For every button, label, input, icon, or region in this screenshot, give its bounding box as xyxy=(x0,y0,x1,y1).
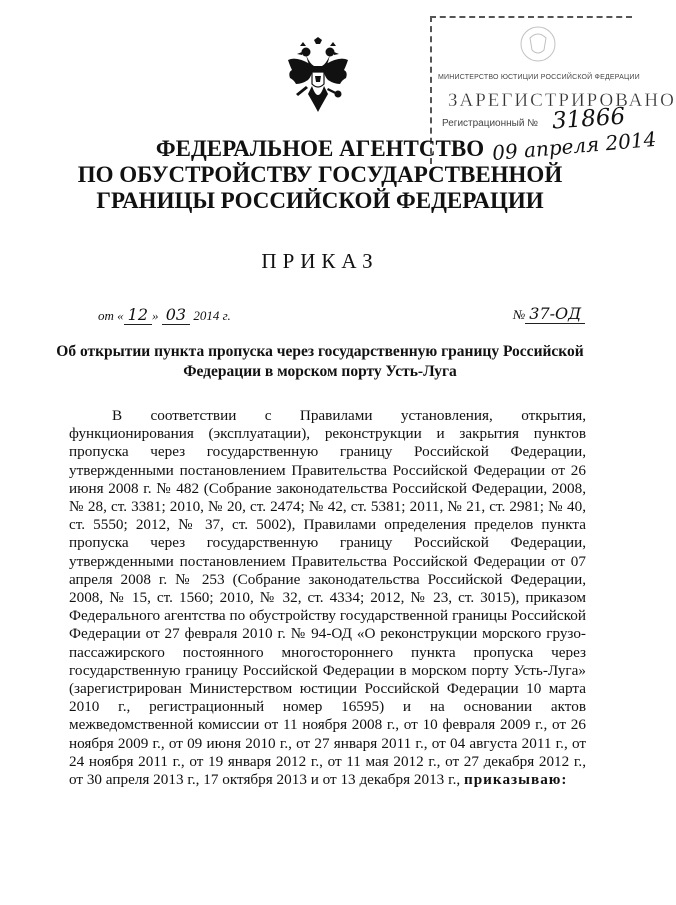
stamp-emblem-icon xyxy=(518,24,558,64)
date-day: 12 xyxy=(124,305,152,325)
stamp-registration-number: 31866 xyxy=(551,103,626,135)
body-closing: приказываю: xyxy=(463,771,568,789)
subject-line-1: Об открытии пункта пропуска через государственную границу Российской xyxy=(56,343,584,360)
agency-line-3: ГРАНИЦЫ РОССИЙСКОЙ ФЕДЕРАЦИИ xyxy=(96,188,544,213)
order-date xyxy=(98,305,231,324)
order-subject xyxy=(20,342,620,382)
stamp-registration-label: Регистрационный № xyxy=(442,118,538,129)
agency-header xyxy=(0,136,640,214)
date-month: 03 xyxy=(162,305,190,325)
date-suffix: г. xyxy=(222,308,231,323)
order-number xyxy=(513,304,585,323)
coat-of-arms-icon xyxy=(284,38,352,114)
subject-line-2: Федерации в морском порту Усть-Луга xyxy=(183,363,457,380)
date-prefix: от « xyxy=(98,308,124,323)
agency-line-2: ПО ОБУСТРОЙСТВУ ГОСУДАРСТВЕННОЙ xyxy=(77,162,563,187)
number-prefix: № xyxy=(513,307,526,322)
stamp-registration-date: 09 апреля 2014 xyxy=(491,126,658,166)
number-value: 37-ОД xyxy=(525,304,585,324)
date-mid: » xyxy=(152,308,159,323)
agency-line-1: ФЕДЕРАЛЬНОЕ АГЕНТСТВО xyxy=(155,136,485,161)
stamp-ministry-text: МИНИСТЕРСТВО ЮСТИЦИИ РОССИЙСКОЙ ФЕДЕРАЦИИ xyxy=(438,74,640,81)
body-paragraph: В соответствии с Правилами установления, открытия, функционирования (эксплуатации), реконструкции и закрытия пунктов пропуска через государственную границу Российской Федерации, утвержденными постановлением Правительства Российской Федерации от 26 июня 2008 г. № 482 (Собрание законодательства Российской Федерации, 2008, № 28, ст. 3381; 2010, № 20, ст. 2474; № 42, ст. 5381; 2011, № 21, ст. 2981; № 40, ст. 5550; 2012, № 37, ст. 5002), Правилами определения пределов пункта пропуска через государственную границу Российской Федерации, утвержденными постановлением Правительства Российской Федерации от 07 апреля 2008 г. № 253 (Собрание законодательства Российской Федерации, 2008, № 15, ст. 1560; 2010, № 32, ст. 4334; 2012, № 23, ст. 3015), приказом Федерального агентства по обустройству государственной границы Российской Федерации от 27 февраля 2010 г. № 94-ОД «О реконструкции морского грузо-пассажирского постоянного многостороннего пункта пропуска через государственную границу Российской Федерации в морском порту Усть-Луга» (зарегистрирован Министерством юстиции Российской Федерации 10 марта 2010 г., регистрационный номер 16595) и на основании актов межведомственной комиссии от 11 ноября 2008 г., от 10 февраля 2009 г., от 26 ноября 2009 г., от 09 июня 2010 г., от 27 января 2011 г., от 04 августа 2011 г., от 24 ноября 2011 г., от 19 января 2012 г., от 11 мая 2012 г., от 27 декабря 2012 г., от 30 апреля 2013 г., 17 октября 2013 и от 13 декабря 2013 г., xyxy=(69,407,586,789)
document-type: ПРИКАЗ xyxy=(261,249,379,273)
order-body xyxy=(69,407,586,789)
date-year: 2014 xyxy=(193,308,220,323)
stamp-registered-text: ЗАРЕГИСТРИРОВАНО xyxy=(448,90,676,111)
